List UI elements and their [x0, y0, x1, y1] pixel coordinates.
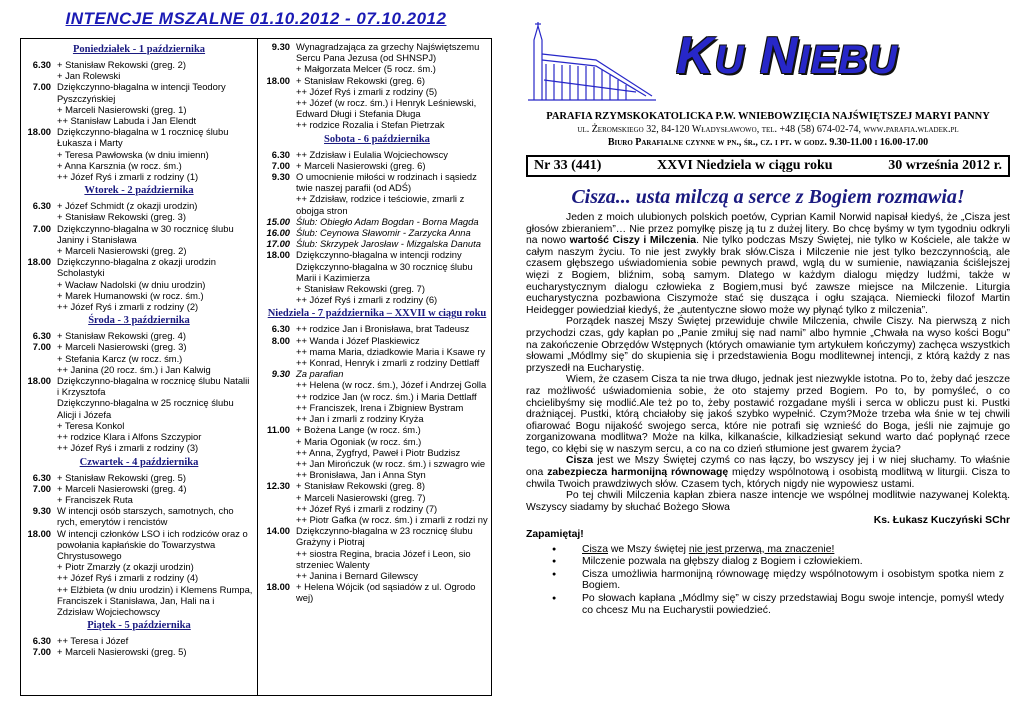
intention-line: ++ Wanda i Józef Plaskiewicz	[296, 334, 420, 346]
article-author: Ks. Łukasz Kuczyński SChr	[873, 515, 1010, 527]
mass-time: 6.30	[32, 635, 51, 647]
intention-line: + Marek Humanowski (w rocz. śm.)	[57, 289, 204, 301]
intention-line: + Józef Schmidt (z okazji urodzin)	[57, 200, 198, 212]
mass-entry	[264, 160, 490, 171]
mass-time: 14.00	[266, 525, 290, 537]
intention-line: Ślub: Skrzypek Jarosław - Mizgalska Danuta	[296, 238, 481, 250]
mass-intentions	[296, 41, 490, 75]
mass-intentions	[57, 81, 253, 126]
mass-time: 17.00	[266, 238, 290, 250]
mass-time: 7.00	[32, 341, 51, 353]
intention-line: + Marceli Nasierowski (greg. 7)	[296, 491, 426, 503]
mass-time: 7.00	[32, 81, 51, 93]
mass-intentions	[57, 472, 253, 483]
day-heading: Środa - 3 października	[88, 315, 190, 327]
intention-line: + Marceli Nasierowski (greg. 6)	[296, 159, 426, 171]
intention-line: + Stanisław Rekowski (greg. 8)	[296, 480, 425, 492]
issue-date: 30 września 2012 r.	[888, 158, 1002, 173]
list-item: ● Po słowach kapłana „Módlmy się” w ciszy przedstawiaj Bogu swoje intencje, pomyśl wtedy co chcesz Mu na Eucharystii powiedzieć.	[526, 593, 1010, 616]
intention-line: + Stanisław Rekowski (greg. 2)	[57, 59, 186, 70]
mass-entry	[25, 472, 253, 483]
text-run-bold: wartość Ciszy i Milczenia	[569, 235, 697, 247]
mass-time: 16.00	[266, 227, 290, 239]
mass-intentions	[296, 75, 490, 131]
mass-entry	[264, 424, 490, 480]
intention-line: + Franciszek Ruta	[57, 493, 133, 505]
intention-line: ++ Zdzisław, rodzice i teściowie, zmarli z obojga stron	[296, 193, 465, 216]
article-paragraph: Porządek naszej Mszy Świętej przewiduje chwile Milczenia, chwile Ciszy. Na pierwszą z nich przychodzi czas, gdy kapłan po „Panie zmiłuj się nad nami” albo hymnie „Chwała na wyso kości Bogu” na zakończenie Obrzędów Wstępnych (których omawianie tym artykułem kończymy) zachęca wszystkich słowami „Módlmy się” do skupienia się i przedstawienia Bogu modlitewnej intencji, z którą każdy z nas przyszedł na Eucharystię.	[526, 316, 1010, 374]
masthead	[526, 14, 1010, 104]
intention-line: ++ Jan Mirończuk (w rocz. śm.) i szwagro wie	[296, 457, 486, 469]
mass-entry	[25, 483, 253, 505]
mass-entry	[25, 528, 253, 618]
mass-time: 18.00	[266, 74, 290, 86]
intention-line: ++ Piotr Gafka (w rocz. śm.) i zmarli z rodzi ny	[296, 513, 488, 525]
mass-intentions	[57, 223, 253, 257]
intention-line: Ślub: Ceynowa Sławomir - Zarzycka Anna	[296, 227, 471, 239]
intention-line: Dziękczynno-błagalna w rocznicę ślubu Natalii i Krzysztofa	[57, 375, 250, 398]
mass-intentions	[57, 200, 253, 222]
mass-intentions	[57, 59, 253, 81]
mass-intentions	[296, 171, 490, 216]
mass-entry	[25, 341, 253, 375]
mass-entry	[264, 335, 490, 369]
day-heading: Niedziela - 7 października – XXVII w ciągu roku	[267, 308, 487, 320]
mass-entry	[264, 238, 490, 249]
mass-entry	[25, 330, 253, 341]
intention-line: + Marceli Nasierowski (greg. 2)	[57, 245, 187, 257]
day-heading: Piątek - 5 października	[87, 620, 191, 632]
mass-time: 6.30	[271, 323, 290, 335]
mass-entry	[25, 505, 253, 527]
intention-line: Dziękczynno-błagalna w 30 rocznicę ślubu Janiny i Stanisława	[57, 222, 234, 245]
intention-line: ++ Józef Ryś i zmarli z rodziny (3)	[57, 442, 199, 454]
mass-intentions	[296, 160, 490, 171]
intention-line: Dziękczynno-błagalna w 30 rocznicę ślubu Marii i Kazimierza	[296, 260, 473, 283]
text-run: jest we Mszy Świętej czymś co nas łączy, bo wszyscy jej i w niej słuchamy. To właśnie ona	[526, 455, 1010, 479]
mass-entry	[264, 480, 490, 525]
intention-line: + Stefania Karcz (w rocz. śm.)	[57, 352, 183, 364]
day-heading: Poniedziałek - 1 października	[72, 44, 206, 55]
mass-time: 7.00	[32, 482, 51, 494]
intention-line: Dziękczynno-błagalna z okazji urodzin Scholastyki	[57, 256, 216, 279]
mass-entry	[25, 200, 253, 222]
mass-intentions	[296, 368, 490, 424]
mass-entry	[264, 368, 490, 424]
mass-entry	[264, 171, 490, 216]
mass-entry	[264, 149, 490, 160]
intention-line: W intencji członków LSO i ich rodziców oraz o powołania kapłańskie do Towarzystwa Chrystusowego	[57, 527, 248, 561]
day-heading: Czwartek - 4 października	[79, 456, 199, 468]
mass-time: 15.00	[266, 215, 290, 227]
intention-line: ++ Józef Ryś i zmarli z rodziny (7)	[296, 502, 438, 514]
intention-line: ++ rodzice Rozalia i Stefan Pietrzak	[296, 119, 445, 131]
church-logo-icon	[526, 20, 658, 102]
issue-sunday: XXVI Niedziela w ciągu roku	[657, 158, 833, 173]
intention-line: + Stanisław Rekowski (greg. 6)	[296, 74, 425, 86]
article-paragraph	[526, 212, 1010, 316]
parish-name: PARAFIA RZYMSKOKATOLICKA P.W. WNIEBOWZIĘCIA NAJŚWIĘTSZEJ MARYI PANNY	[546, 111, 990, 122]
intention-line: + Jan Rolewski	[57, 70, 121, 82]
text-run-underline: nie jest przerwą, ma znaczenie!	[688, 543, 835, 555]
parish-info	[526, 110, 1010, 149]
column-divider	[257, 39, 258, 695]
mass-intentions	[296, 238, 490, 249]
mass-entry	[264, 249, 490, 305]
intention-line: ++ Janina (20 rocz. śm.) i Jan Kalwig	[57, 363, 211, 375]
mass-time: 9.30	[271, 41, 290, 52]
mass-intentions	[57, 483, 253, 505]
mass-entry	[264, 216, 490, 227]
mass-intentions	[57, 330, 253, 341]
intention-line: O umocnienie miłości w rodzinach i sąsiedz twie naszej parafii (od ADŚ)	[296, 171, 477, 194]
paper-title-k: K	[676, 27, 715, 85]
intention-line: Wynagradzająca za grzechy Najświętszemu Sercu Pana Jezusa (od SHNSPJ)	[296, 41, 480, 64]
mass-intentions	[57, 505, 253, 527]
intention-line: ++ Zdzisław i Eulalia Wojciechowscy	[296, 148, 448, 160]
mass-time: 6.30	[32, 59, 51, 70]
mass-intentions	[57, 528, 253, 618]
mass-time: 18.00	[27, 527, 51, 539]
intention-line: Dziękczynno-błagalna w intencji Teodory Pyszczyńskiej	[57, 81, 226, 104]
intention-line: ++ Stanisław Labuda i Jan Elendt	[57, 115, 197, 127]
intention-line: ++ Elżbieta (w dniu urodzin) i Klemens Rumpa, Franciszek i Stanisława, Jan, Hali na i Zdzisław Wojciechowscy	[57, 583, 253, 617]
day-heading: Wtorek - 2 października	[84, 185, 194, 197]
intention-line: Dziękczynno-błagalna w 1 rocznicę ślubu Łukasza i Marty	[57, 126, 229, 149]
mass-time: 7.00	[32, 222, 51, 234]
mass-intentions	[57, 341, 253, 375]
newsletter-section	[526, 14, 1010, 714]
mass-intentions	[296, 149, 490, 160]
mass-intentions	[296, 525, 490, 581]
list-item: ● Milczenie pozwala na głębszy dialog z Bogiem i człowiekiem.	[526, 556, 1010, 568]
mass-time: 7.00	[32, 646, 51, 658]
intention-line: Ślub: Obiegło Adam Bogdan - Borna Magda	[296, 215, 479, 227]
mass-intentions	[296, 227, 490, 238]
intention-line: + Helena Wójcik (od sąsiadów z ul. Ogrodo wej)	[296, 581, 476, 604]
intention-line: ++ Józef (w rocz. śm.) i Henryk Leśniewski, Edward Długi i Stefania Długa	[296, 97, 477, 120]
text-run: między wspólnotową i osobistą modlitwą w liturgii. Cisza to chwila Twoich prawdziwych słów. Czasem tych, których nigdy nie wypowiesz ustami.	[526, 467, 1010, 490]
intention-line: + Marceli Nasierowski (greg. 3)	[57, 341, 187, 353]
intention-line: + Maria Ogoniak (w rocz. śm.)	[296, 435, 422, 447]
list-item: ● Cisza umożliwia harmonijną równowagę między wspólnotowym i osobistym spotka niem z Bogiem.	[526, 569, 1010, 592]
intentions-column-2	[264, 41, 490, 693]
intention-line: + Marceli Nasierowski (greg. 1)	[57, 103, 187, 115]
intention-line: + Wacław Nadolski (w dniu urodzin)	[57, 278, 206, 290]
intention-line: + Teresa Pawłowska (w dniu imienn)	[57, 148, 209, 160]
paper-title	[676, 26, 898, 86]
mass-entry	[264, 41, 490, 75]
mass-time: 9.30	[271, 171, 290, 183]
article-paragraph: Wiem, że czasem Cisza ta nie trwa długo, jednak jest niezwykle istotna. Po to, żeby dać jeszcze raz możliwość uświadomienia sobie, że oto stajemy przed Bogiem. Po to, by pomyśleć, o co chcielibyśmy się modlić.Ale też po to, żeby postawić rozgadane myśli i serca w obliczu pust ki. Pustki drażniącej. Pustki, którą chciałoby się jakoś szybko wypełnić. Czym?Może trzeba wła śnie w tej chwili ofiarować Bogu nijakość swojego serca, które nie potrafi się wznieść do Boga, jeśli nie zajmuje go zorganizowana modlitwa? Może na kilka, kilkanaście, kilkadziesiąt sekund warto dać popłynąć rzece tego, co kłębi się w naszym sercu, a co na co dzień stłumione jest gwarem życia?	[526, 374, 1010, 455]
intention-line: ++ Józef Ryś i zmarli z rodziny (6)	[296, 294, 438, 306]
intention-line: + Stanisław Rekowski (greg. 4)	[57, 330, 186, 342]
mass-time: 12.30	[266, 480, 290, 492]
mass-entry	[25, 59, 253, 81]
intention-line: ++ rodzice Jan (w rocz. śm.) i Maria Dettlaff	[296, 390, 477, 402]
mass-entry	[25, 646, 253, 657]
intention-line: ++ Franciszek, Irena i Zbigniew Bystram	[296, 401, 464, 413]
mass-intentions	[296, 323, 490, 334]
mass-time: 9.30	[271, 368, 290, 380]
mass-intentions	[296, 581, 490, 603]
intention-line: ++ Józef Ryś i zmarli z rodziny (5)	[296, 85, 438, 97]
intention-line: Za parafian	[296, 368, 344, 380]
intention-line: + Bożena Lange (w rocz. śm.)	[296, 424, 421, 436]
article-paragraph	[526, 455, 1010, 490]
text-run-bold: zabezpiecza harmonijną równowagę	[547, 467, 729, 479]
mass-intentions	[296, 424, 490, 480]
intention-line: ++ Helena (w rocz. śm.), Józef i Andrzej Golla	[296, 379, 487, 391]
article-body	[526, 212, 1010, 616]
mass-time: 18.00	[27, 126, 51, 138]
intention-line: + Małgorzata Melcer (5 rocz. śm.)	[296, 63, 436, 75]
intention-line: ++ siostra Regina, bracia Józef i Leon, sio strzeniec Walenty	[296, 547, 471, 570]
mass-entry	[264, 227, 490, 238]
intention-line: + Teresa Konkol	[57, 419, 125, 431]
intention-line: + Piotr Zmarzły (z okazji urodzin)	[57, 561, 194, 573]
intentions-box	[20, 38, 492, 696]
text-run: Jeden z moich ulubionych polskich poetów, Cyprian Kamil Norwid napisał kiedyś, że „Cisza jest głosów zbieraniem”… Nie przez pomyłkę piszę ją tu z dużej litery. Bo chcę byśmy w tym tygodniu odkryli na nowo	[526, 212, 1010, 247]
text-run-underline: Cisza	[582, 543, 608, 555]
mass-entry	[25, 256, 253, 312]
article-paragraph: Po tej chwili Milczenia kapłan zbiera nasze intencje we wspólnej modlitwie nazywanej Kolektą. Wszyscy siadamy by słuchać Bożego Słowa	[526, 490, 1010, 513]
intention-line: ++ Janina i Bernard Gilewscy	[296, 569, 418, 581]
mass-entry	[264, 581, 490, 603]
mass-time: 18.00	[266, 249, 290, 261]
article-headline: Cisza... usta milczą a serce z Bogiem rozmawia!	[571, 186, 965, 208]
parish-address: ul. Żeromskiego 32, 84-120 Władysławowo, tel. +48 (58) 674-02-74, www.parafia.wladek.pl	[577, 124, 959, 135]
mass-intentions	[296, 480, 490, 525]
mass-entry	[25, 635, 253, 646]
mass-time: 6.30	[32, 200, 51, 212]
intention-line: + Stanisław Rekowski (greg. 5)	[57, 471, 186, 483]
mass-time: 6.30	[32, 471, 51, 483]
mass-entry	[264, 323, 490, 334]
mass-entry	[264, 525, 490, 581]
remember-heading: Zapamiętaj!	[526, 529, 584, 541]
mass-intentions	[57, 635, 253, 646]
mass-time: 9.30	[32, 505, 51, 517]
issue-bar	[526, 155, 1010, 177]
parish-office-hours: Biuro Parafialne czynne w pn., śr., cz. i pt. w godz. 9.30-11.00 i 16.00-17.00	[607, 137, 929, 148]
mass-time: 18.00	[27, 375, 51, 387]
mass-time: 11.00	[267, 424, 290, 436]
intention-line: + Marceli Nasierowski (greg. 4)	[57, 482, 187, 494]
intention-line: + Anna Karsznia (w rocz. śm.)	[57, 159, 182, 171]
paper-title-iebu: IEBU	[798, 38, 899, 82]
mass-entry	[25, 223, 253, 257]
intentions-section	[20, 8, 492, 708]
intention-line: ++ Jan i zmarli z rodziny Kryża	[296, 413, 424, 425]
intention-line: ++ Józef Ryś i zmarli z rodziny (4)	[57, 572, 199, 584]
intention-line: ++ rodzice Jan i Bronisława, brat Tadeusz	[296, 323, 470, 335]
text-run-bold: Cisza	[566, 455, 594, 467]
mass-intentions	[57, 126, 253, 182]
intention-line: + Stanisław Rekowski (greg. 7)	[296, 283, 425, 295]
mass-intentions	[57, 256, 253, 312]
mass-intentions	[296, 249, 490, 305]
intention-line: W intencji osób starszych, samotnych, cho rych, emerytów i rencistów	[57, 505, 234, 528]
mass-intentions	[57, 646, 253, 657]
mass-time: 18.00	[27, 256, 51, 268]
intention-line: ++ Józef Ryś i zmarli z rodziny (1)	[57, 171, 199, 183]
intention-line: Dziękczynno-błagalna w 25 rocznicę ślubu Alicji i Józefa	[57, 397, 234, 420]
text-run: . Nie tylko podczas Mszy Świętej, nie tylko w Kościele, ale także w całym naszym życiu. To nie jest zwykły brak słów.Cisza i Milczenie nie jest tylko bezczynnością, ale czasem głębszego uświadomienia sobie pewnych prawd, wglą du w sumienie, nawiązania ściślejszej więzi z Bogiem, bliźnim, sobą samym. Dlatego w każdym dialogu między ludźmi, także w eucharystycznym dialogu człowieka z Bogiem,musi być zawsze miejsce na Milczenie. Liturgia eucharystyczna pozbawiona Ciszymoże stać się dusząca i ogłu szająca. Niemiecki filozof Martin Heidegger powiedział kiedyś, że „autentyczne słowo może wy płynąć tylko z milczenia”.	[526, 235, 1010, 316]
intention-line: ++ Bronisława, Jan i Anna Styn	[296, 469, 426, 481]
intention-line: Dziękczynno-błagalna w intencji rodziny	[296, 249, 462, 261]
mass-time: 6.30	[32, 330, 51, 342]
day-heading: Sobota - 6 października	[324, 133, 430, 145]
intentions-title: INTENCJE MSZALNE 01.10.2012 - 07.10.2012	[65, 9, 447, 28]
intention-line: ++ rodzice Klara i Alfons Szczypior	[57, 431, 202, 443]
mass-intentions	[296, 335, 490, 369]
intention-line: ++ mama Maria, dziadkowie Maria i Ksawe ry	[296, 345, 486, 357]
text-run: we Mszy świętej	[607, 543, 689, 555]
paper-title-u: U	[714, 38, 745, 82]
intention-line: + Stanisław Rekowski (greg. 3)	[57, 211, 186, 223]
mass-time: 18.00	[266, 581, 290, 593]
mass-intentions	[296, 216, 490, 227]
mass-entry	[25, 81, 253, 126]
mass-intentions	[57, 375, 253, 453]
intention-line: ++ Józef Ryś i zmarli z rodziny (2)	[57, 301, 199, 313]
intentions-column-1	[25, 41, 253, 693]
mass-time: 6.30	[271, 148, 290, 160]
list-item	[526, 544, 1010, 556]
intention-line: + Marceli Nasierowski (greg. 5)	[57, 646, 187, 658]
remember-list	[526, 544, 1010, 617]
mass-entry	[25, 375, 253, 453]
mass-time: 8.00	[271, 334, 290, 346]
intention-line: ++ Teresa i Józef	[57, 635, 129, 647]
mass-entry	[264, 75, 490, 131]
mass-entry	[25, 126, 253, 182]
issue-number: Nr 33 (441)	[534, 158, 602, 173]
mass-time: 7.00	[271, 159, 290, 171]
paper-title-n: N	[759, 27, 799, 85]
intention-line: ++ Anna, Zygfryd, Paweł i Piotr Budzisz	[296, 446, 461, 458]
intention-line: ++ Konrad, Henryk i zmarli z rodziny Dettlaff	[296, 357, 480, 369]
intention-line: Dziękczynno-błagalna w 23 rocznicę ślubu Grażyny i Piotraj	[296, 525, 473, 548]
